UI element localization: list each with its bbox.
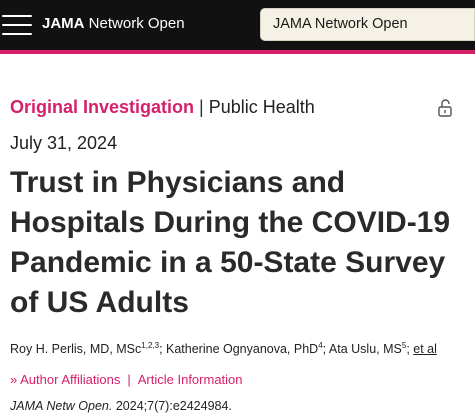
article-type-separator: | — [194, 97, 209, 117]
article-info-links — [10, 372, 243, 387]
logo-rest-text: Network Open — [84, 15, 185, 32]
citation-reference: 2024;7(7):e2424984. — [112, 399, 232, 413]
author-separator: ; — [159, 342, 167, 356]
logo-bold-text: JAMA — [42, 15, 85, 32]
open-lock-icon — [437, 98, 453, 118]
author-separator: ; — [406, 342, 414, 356]
article-information-link[interactable]: Article Information — [137, 372, 243, 387]
author-affiliation-marks: 4 — [318, 340, 323, 350]
article-subject[interactable]: Public Health — [208, 97, 315, 117]
journal-selector-value: JAMA Network Open — [273, 16, 408, 32]
author-name[interactable]: Roy H. Perlis, MD, MSc — [10, 342, 142, 356]
hamburger-menu-icon[interactable] — [2, 13, 32, 37]
author-list — [10, 342, 437, 356]
citation-journal: JAMA Netw Open. — [10, 399, 113, 413]
citation — [10, 399, 232, 413]
author-affiliation-marks: 1,2,3 — [141, 340, 160, 350]
links-divider: | — [127, 372, 131, 387]
article-type[interactable]: Original Investigation — [10, 97, 195, 117]
author-affiliations-link[interactable] — [10, 372, 120, 387]
author-affiliation-marks: 5 — [401, 340, 407, 350]
double-chevron-right-icon: » — [10, 372, 18, 387]
author-name[interactable]: Katherine Ognyanova, PhD — [166, 342, 319, 356]
author-separator: ; — [322, 342, 329, 356]
journal-selector[interactable] — [260, 8, 475, 41]
header-accent-bar — [0, 50, 475, 54]
top-navigation-bar — [0, 0, 475, 50]
author-affiliations-label: Author Affiliations — [20, 372, 121, 387]
jama-network-open-logo[interactable] — [42, 15, 185, 32]
author-name[interactable]: Ata Uslu, MS — [328, 342, 402, 356]
publication-date: July 31, 2024 — [10, 133, 118, 153]
article-type-line — [10, 97, 315, 118]
article-title: Trust in Physicians and Hospitals During the COVID-19 Pandemic in a 50-State Survey of US Adults — [10, 166, 451, 319]
et-al-link[interactable]: et al — [413, 342, 437, 356]
